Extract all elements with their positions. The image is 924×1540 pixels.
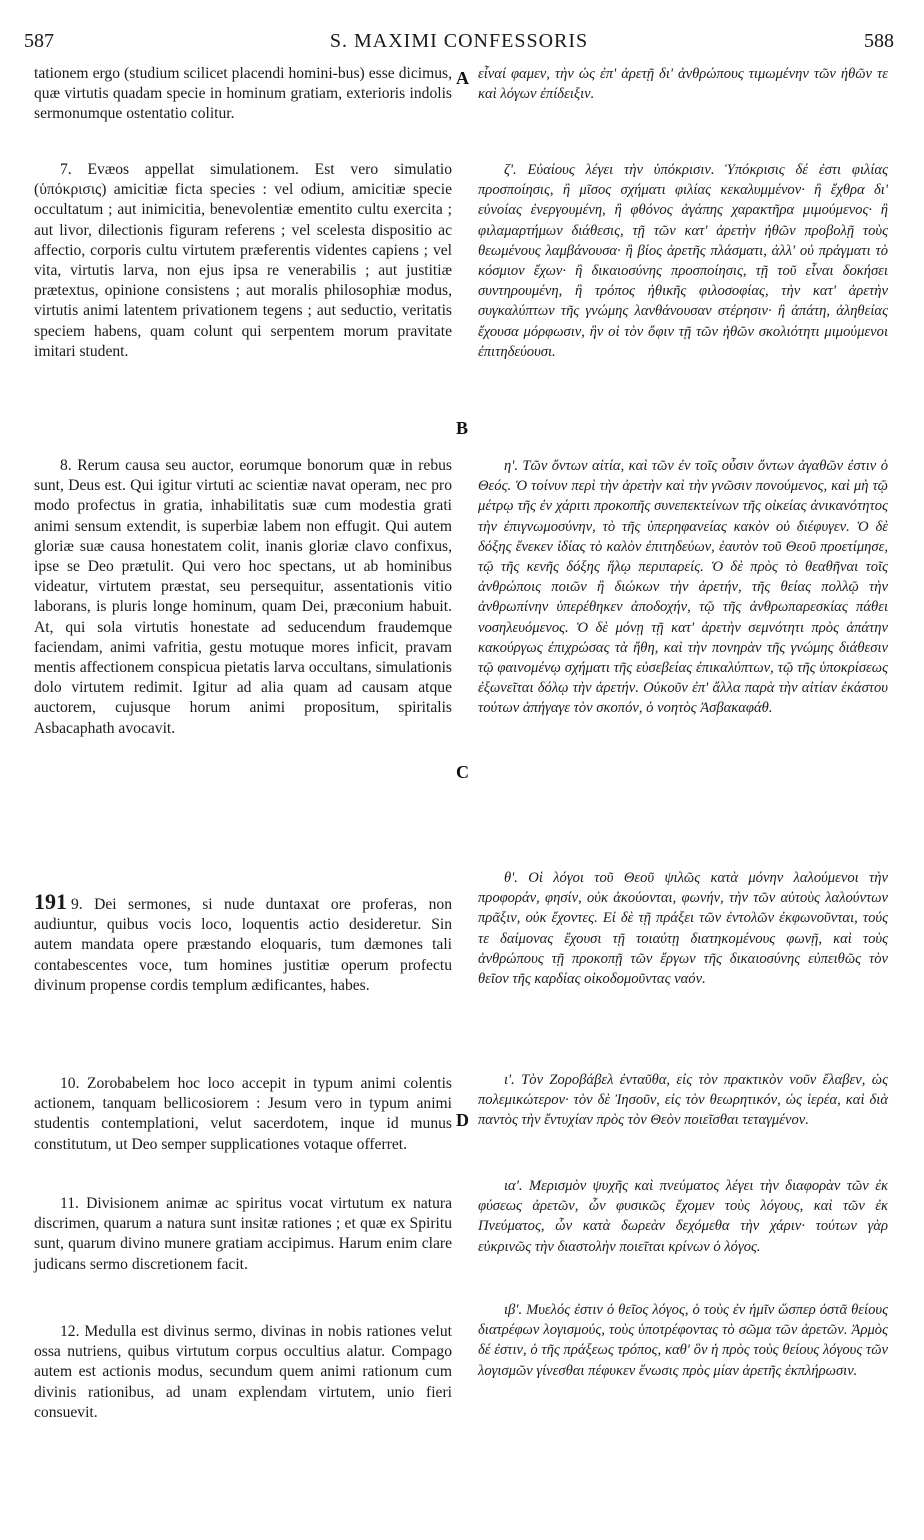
greek-paragraph: η'. Τῶν ὄντων αἰτία, καὶ τῶν ἐν τοῖς οὖσιν ὄντων ἀγαθῶν ἐστιν ὁ Θεός. Ὁ τοίνυν περὶ τὴν ἀρετὴν καὶ τὴν γνῶσιν πονούμενος, καὶ μὴ τῷ μέτρῳ τῆς ἐν χάριτι προκοπῆς συνεπεκτείνων τῆς οἰκείας ἀνικανότητος τὴν ἐπιγνωμοσύνην, τὸ τῆς ὑπερηφανείας κακὸν οὐ διέφυγεν. Ὁ δὲ δόξης ἕνεκεν ἰδίας τὸ καλὸν ἐπιτηδεύων, ἑαυτὸν τοῦ Θεοῦ προετίμησε, τῷ τῆς κενῆς δόξης ἥλῳ περιπαρείς. Ὁ δὲ πρὸς τὸ θεαθῆναι τοῖς ἀνθρώποις ποιῶν ἢ διώκων τὴν ἀρετήν, τῆς θείας πολλῷ τὴν ἀνθρωπίνην ὑπερέθηκεν ἀποδοχήν, τῷ τῆς ἀνθρωπαρεσκίας πάθει νοσηλευόμενος. Ὁ δὲ μόνῃ τῇ κατ' ἀρετὴν σεμνότητι πρὸς ἀπάτην κακούργως ἐπιχρώσας τὰ ἤθη, καὶ τὴν πονηρὰν τῆς γνώμης διάθεσιν τῷ φαινομένῳ σχήματι τῆς εὐσεβείας ἐπικαλύπτων, τῷ τῆς ὑποκρίσεως ἐξωνεῖται δόλῳ τὴν ἀρετήν. Οὐκοῦν ἐπ' ἄλλα παρὰ τὴν αἰτίαν ἑκάστου τούτων ἀπήγαγε τὸν σκοπόν, ὁ νοητὸς Ἀσβακαφάθ. [478,458,888,717]
latin-paragraph: 10. Zorobabelem hoc loco accepit in typum animi colentis actionem, tanquam bellicosiorem : Jesum vero in typum animi studentis contemplationi, velut sacerdotem, inque id munus constitutum, ut Deo semper supplicationes votaque offerret. [34,1075,452,1153]
running-header [24,30,894,60]
margin-marker-d: D [456,1110,469,1130]
latin-paragraph: 11. Divisionem animæ ac spiritus vocat virtutum ex natura discrimen, quarum a natura sunt insitæ rationes ; et quæ ex Spiritu sunt, quarum divino munere gratiam accipimus. Harum enim clare judicans sermo discretionem facit. [34,1195,452,1273]
greek-paragraph: ι'. Τὸν Ζοροβάβελ ἐνταῦθα, εἰς τὸν πρακτικὸν νοῦν ἔλαβεν, ὡς πολεμικώτερον· τὸν δὲ Ἰησοῦν, εἰς τὸν θεωρητικόν, ὡς ἱερέα, καὶ διὰ παντὸς τὴν ἔντυχίαν πρὸς τὸν Θεὸν ποιεῖσθαι τεταγμένον. [478,1072,888,1129]
running-title: S. MAXIMI CONFESSORIS [329,30,589,52]
greek-paragraph: θ'. Οἱ λόγοι τοῦ Θεοῦ ψιλῶς κατὰ μόνην λαλούμενοι τὴν προφοράν, φησίν, οὐκ ἀκούονται, φωνήν, τὴν τῶν αὐτοὺς λαλούντων πρᾶξιν, οὐκ ἔχοντες. Εἰ δὲ τῇ πράξει τῶν ἐντολῶν ἐκφωνοῦνται, τούς τε δαίμονας ἔχουσι τῇ τοιαύτῃ διατηκομένους φωνῇ, καὶ τοὺς ἀνθρώπους τῇ προκοπῇ τῶν ἔργων τῆς δικαιοσύνης εὐπειθῶς τὸν θεῖον τῆς καρδίας οἰκοδομοῦντας ναόν. [478,870,888,988]
page-number-right: 588 [864,30,894,52]
greek-paragraph: ιβ'. Μυελός ἐστιν ὁ θεῖος λόγος, ὁ τοὺς ἐν ἡμῖν ὥσπερ ὀστᾶ θείους διατρέφων λογισμούς, τοὺς ὑποτρέφοντας τὸ σῶμα τῶν ἀρετῶν. Ἁρμὸς δέ ἐστιν, ὁ τῆς πράξεως τρόπος, καθ' ὃν ἡ πρὸς τοὺς θείους λόγους τῶν λογισμῶν γίνεσθαι πέφυκεν ἕνωσις πρὸς μίαν ἀρετῆς ἐκπλήρωσιν. [478,1302,888,1379]
latin-paragraph: 7. Evæos appellat simulationem. Est vero simulatio (ὑπόκρισις) amicitiæ ficta species : vel odium, amicitiæ specie occultatum ; aut inimicitia, benevolentiæ ementito cultu exercita ; aut livor, dilectionis figuram referens ; vel scelesta dispositio ac affectio, corporis cultu virtutem præferentis videntes capiens ; vel vita, virtutis larva, non ejus ipsa re venerabilis ; aut justitiæ prætextus, opinione consistens ; aut moralis philosophiæ modus, virtutis animi latentem privationem tegens ; aut seductio, veritatis speciem habens, quam colunt qui serpentem morum pravitate imitari student. [34,161,452,360]
latin-paragraph: 12. Medulla est divinus sermo, divinas in nobis rationes velut ossa nutriens, quibus virtutum corpus occultius alatur. Compago autem est actionis modus, secundum quem animi rationum cum divinis rationibus, ad unam explendam virtutem, unio fieri consuevit. [34,1323,452,1421]
latin-paragraph [34,889,452,996]
latin-paragraph-text: 9. Dei sermones, si nude duntaxat ore proferas, non audiuntur, quibus vocis loco, loquentis actio desideretur. Sin autem mandata opere præstando eloquaris, tum dæmones tali contabescentes voce, tum homines justitiæ operum profectu divinum propense cordis templum ædificantes, habes. [34,896,452,994]
greek-paragraph: εἶναί φαμεν, τὴν ὡς ἐπ' ἀρετῇ δι' ἀνθρώπους τιμωμένην τῶν ἠθῶν τε καὶ λόγων ἐπίδειξιν. [478,66,888,103]
margin-marker-a: A [456,68,469,88]
greek-paragraph: ζ'. Εὐαίους λέγει τὴν ὑπόκρισιν. Ὑπόκρισις δέ ἐστι φιλίας προσποίησις, ἢ μῖσος σχήματι φιλίας κεκαλυμμένον· ἢ ἔχθρα δι' εὐνοίας ἐνεργουμένη, ἢ φθόνος ἀγάπης χαρακτῆρα μιμούμενος· ἢ φιλαμαρτήμων διάθεσις, τῇ τῶν κατ' ἀρετὴν ἠθῶν προβολῇ τοὺς θεωμένους λαμβάνουσα· ἢ βίος ἀρετῆς πλάσματι, ἀλλ' οὐ πράγματι τὸ κόσμιον ἔχων· ἢ δικαιοσύνης προσποίησις, τῇ τοῦ εἶναι δοκήσει συντηρουμένη, ἢ τρόπος ἠθικῆς φιλοσοφίας, τὴν κατ' ἀρετὴν συγκαλύπτων τῆς γνώμης λανθάνουσαν στέρησιν· ἢ ἀπάτη, ἀληθείας ἔχουσα μόρφωσιν, ἣν οἱ τὸν ὄφιν τῇ τῶν ἠθῶν σκολιότητι μιμούμενοι ἐπιτηδεύουσι. [478,162,888,360]
latin-paragraph: 8. Rerum causa seu auctor, eorumque bonorum quæ in rebus sunt, Deus est. Qui igitur virtuti ac scientiæ navat operam, nec pro modo profectus in gratia, inhabilitatis suæ cum modestia grati animi sensum extendit, is superbiæ labem non effugit. Qui autem gloriæ suæ causa honestatem colit, inanis gloriæ clavo confixus, ipse se Deo prætulit. Qui vero hoc spectans, ut ab hominibus videatur, virtutem præstat, seu persequitur, assentationis vitio laborans, is pluris longe hominum, quam Dei, præconium habuit. At, qui sola virtutis honestate ad seducendum fraudemque faciendam, animi vafritia, gestu motuque mores inficit, pravam mentis affectionem conspicua pietatis larva occultans, simulationis dolo virtutem redimit. Igitur ad alia quam ad causam atque auctorem, cujusque horum animi propositum, spiritalis Asbacaphath avocavit. [34,457,452,737]
margin-marker-b: B [456,418,469,438]
column-number-191: 191 [34,889,67,914]
page-number-left: 587 [24,30,54,52]
greek-paragraph: ια'. Μερισμὸν ψυχῆς καὶ πνεύματος λέγει τὴν διαφορὰν τῶν ἐκ φύσεως ἀρετῶν, ὧν φυσικῶς ἔχομεν τοὺς λόγους, καὶ τῶν ἐκ Πνεύματος, ὧν κατὰ δωρεὰν δεχόμεθα τὴν χάριν· τούτων γὰρ εὐκρινῶς τὴν διαστολὴν ποιεῖται κρίνων ὁ λόγος. [478,1178,888,1255]
latin-paragraph: tationem ergo (studium scilicet placendi homini-bus) esse dicimus, quæ virtutis quadam specie in hominum gratiam, exterioris indolis sermonumque ostentatio colitur. [34,65,452,123]
margin-marker-c: C [456,762,469,782]
